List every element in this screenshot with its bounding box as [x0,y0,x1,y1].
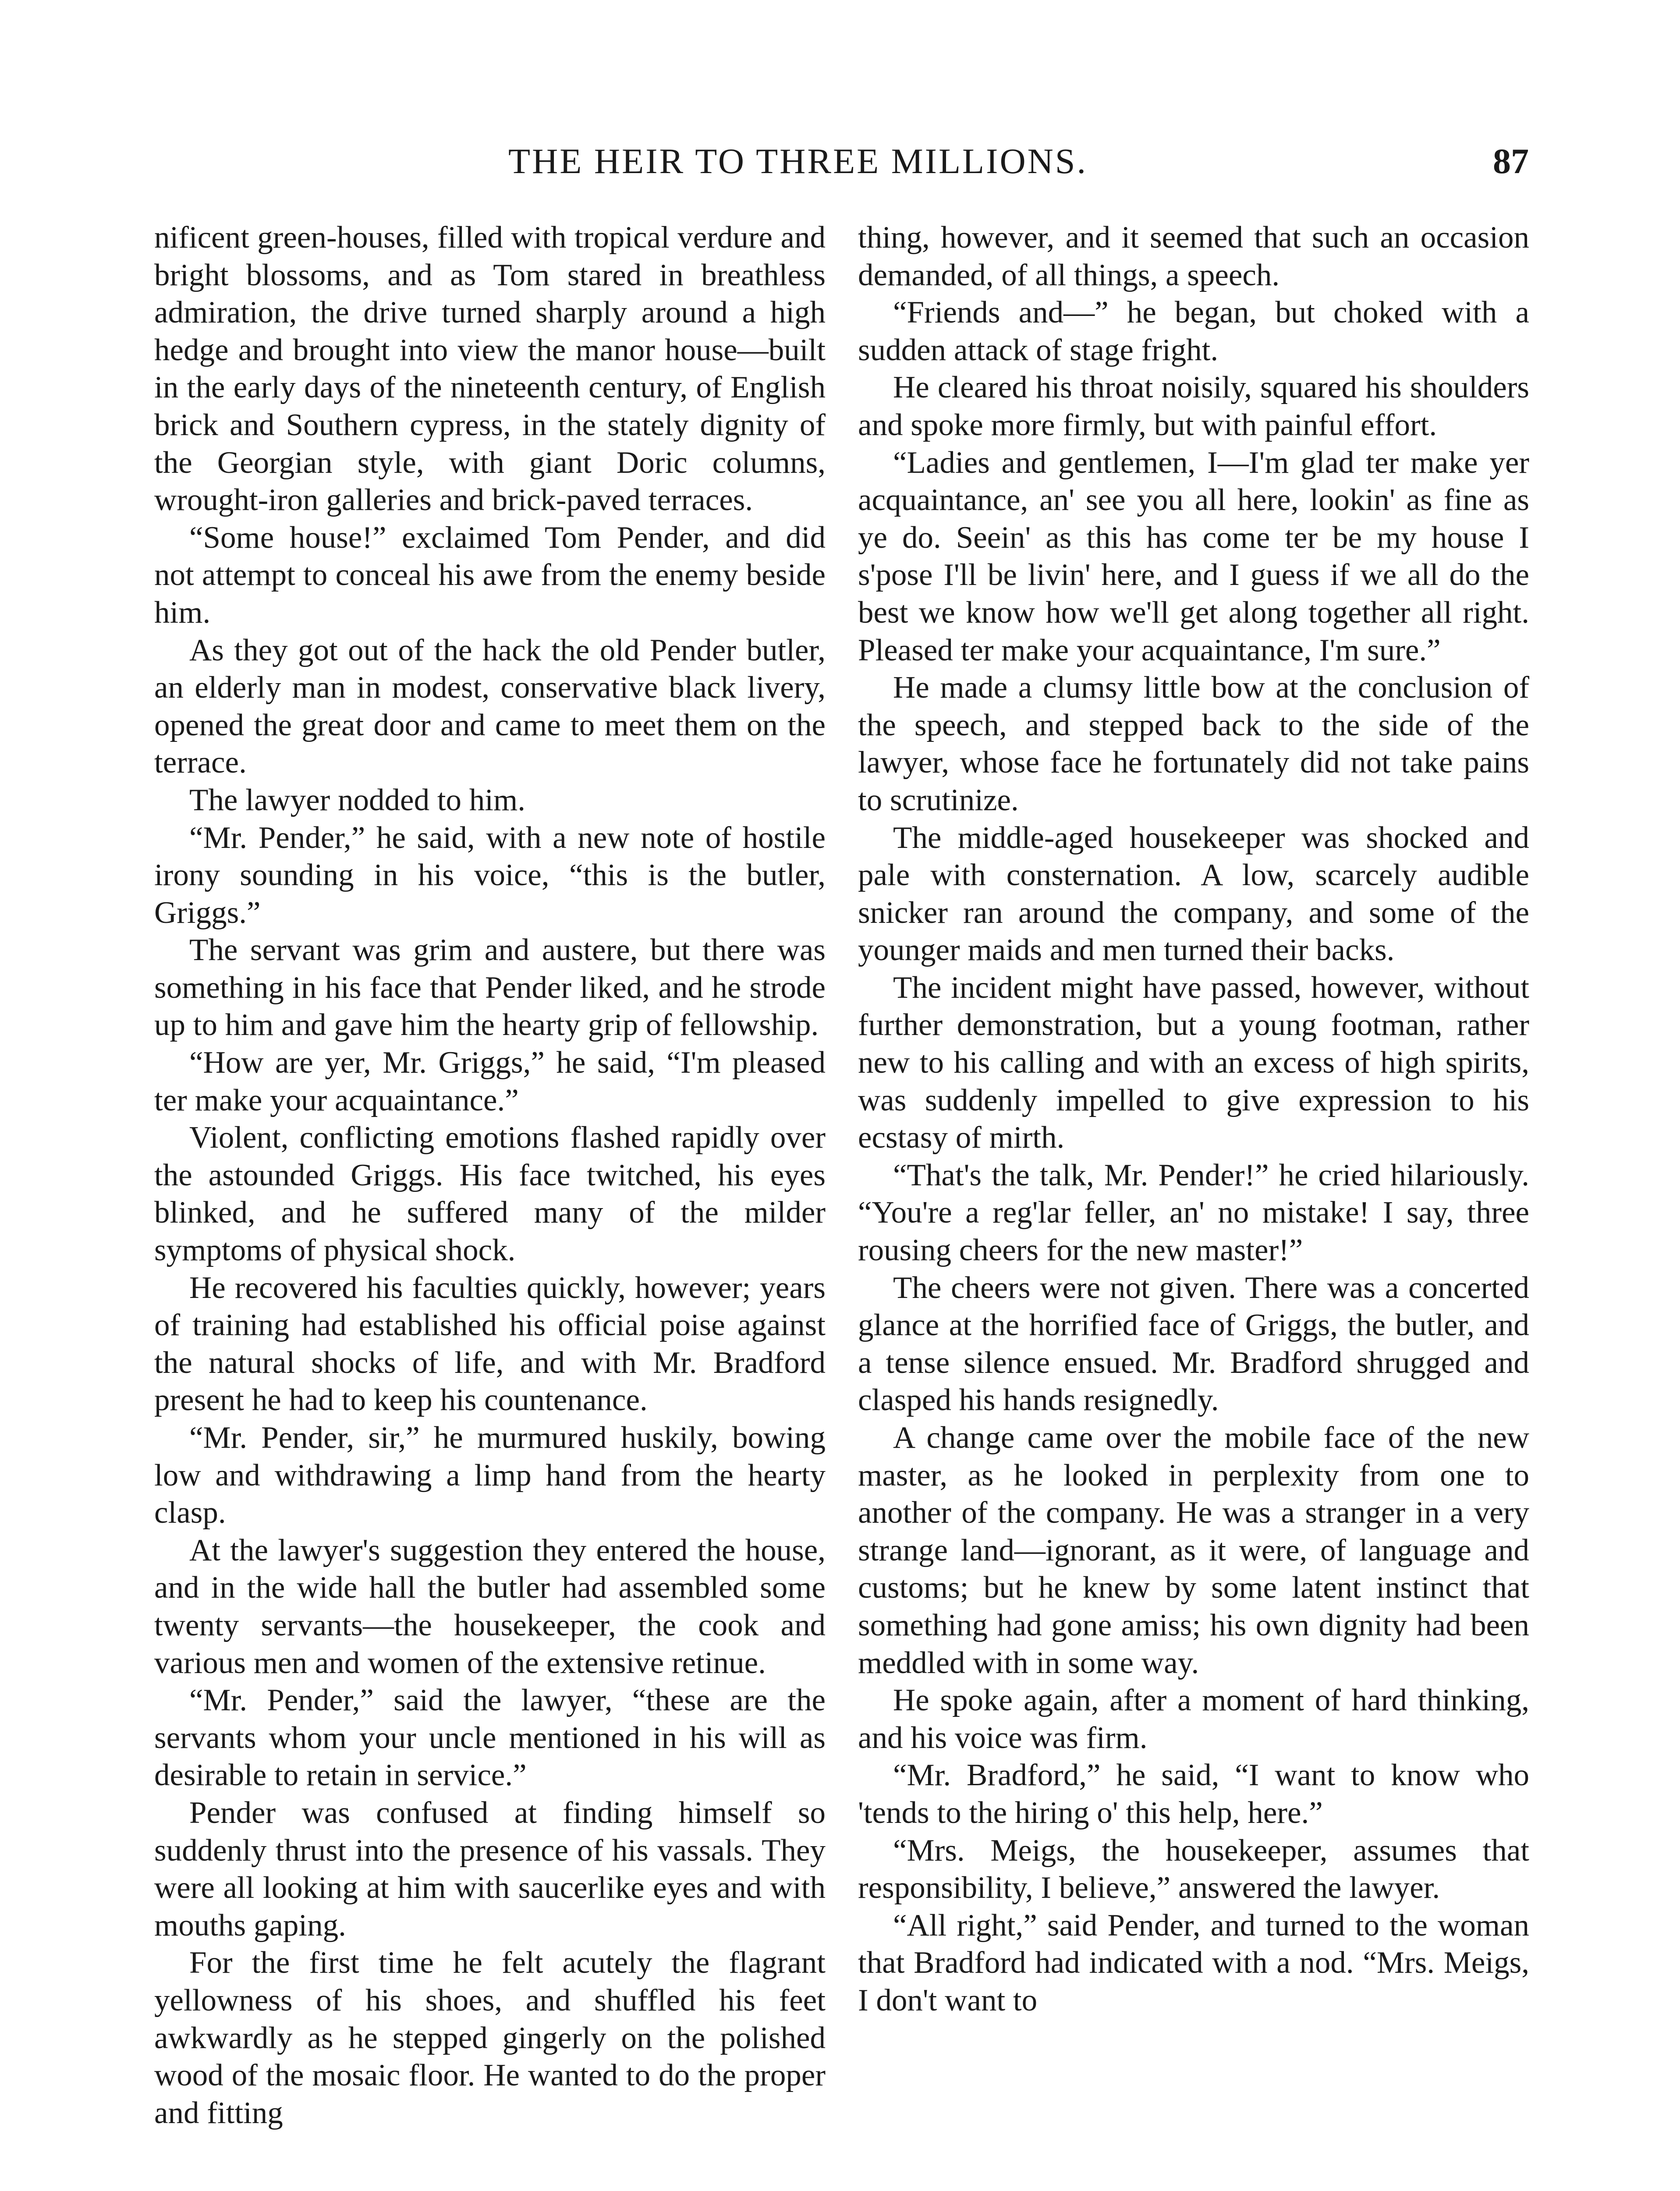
paragraph: The lawyer nodded to him. [189,783,525,817]
paragraph: He recovered his faculties quickly, however; years of training had established his official poise against the natural shocks of life, and with Mr. Bradford present he had to keep his countenance. [154,1270,826,1418]
paragraph: “Mr. Pender,” he said, with a new note of hostile irony sounding in his voice, “this is the butler, Griggs.” [154,820,826,930]
paragraph: As they got out of the hack the old Pender butler, an elderly man in modest, conservative black livery, opened the great door and came to meet them on the terrace. [154,633,826,780]
paragraph: “Ladies and gentlemen, I—I'm glad ter make yer acquaintance, an' see you all here, lookin' as fine as ye do. Seein' as this has come ter be my house I s'pose I'll be livin' here, and I guess if we all do the best we know how we'll get along together all right. Pleased ter make your acquaintance, I'm sure.” [858,445,1529,667]
running-head: THE HEIR TO THREE MILLIONS. [508,141,1088,181]
page-number: 87 [1493,141,1529,181]
paragraph: At the lawyer's suggestion they entered the house, and in the wide hall the butler had assembled some twenty servants—the housekeeper, the cook and various men and women of the extensive retinue. [154,1533,826,1680]
paragraph: The middle-aged housekeeper was shocked and pale with consternation. A low, scarcely audible snicker ran around the company, and some of the younger maids and men turned their backs. [858,820,1529,968]
paragraph: He cleared his throat noisily, squared his shoulders and spoke more firmly, but with painful effort. [858,370,1529,442]
paragraph: The cheers were not given. There was a concerted glance at the horrified face of Griggs, the butler, and a tense silence ensued. Mr. Bradford shrugged and clasped his hands resignedly. [858,1270,1529,1418]
paragraph: nificent green-houses, filled with tropical verdure and bright blossoms, and as Tom stared in breathless admiration, the drive turned sharply around a high hedge and brought into view the manor house—built in the early days of the nineteenth century, of English brick and Southern cypress, in the stately dignity of the Georgian style, with giant Doric columns, wrought-iron galleries and brick-paved terraces. [154,220,826,518]
paragraph: “Mr. Pender,” said the lawyer, “these are the servants whom your uncle mentioned in his will as desirable to retain in service.” [154,1683,826,1793]
paragraph: The incident might have passed, however, without further demonstration, but a young footman, rather new to his calling and with an excess of high spirits, was suddenly impelled to give expression to his ecstasy of mirth. [858,970,1529,1155]
paragraph: Violent, conflicting emotions flashed rapidly over the astounded Griggs. His face twitched, his eyes blinked, and he suffered many of the milder symptoms of physical shock. [154,1120,826,1268]
paragraph: “Mr. Pender, sir,” he murmured huskily, bowing low and withdrawing a limp hand from the hearty clasp. [154,1421,826,1530]
paragraph: “Mr. Bradford,” he said, “I want to know who 'tends to the hiring o' this help, here.” [858,1758,1529,1830]
paragraph: “All right,” said Pender, and turned to the woman that Bradford had indicated with a nod. “Mrs. Meigs, I don't want to [858,1908,1529,2017]
paragraph: He made a clumsy little bow at the conclusion of the speech, and stepped back to the side of the lawyer, whose face he fortunately did not take pains to scrutinize. [858,670,1529,817]
left-column [154,219,826,2132]
right-column [858,219,1529,2020]
paragraph: “That's the talk, Mr. Pender!” he cried hilariously. “You're a reg'lar feller, an' no mistake! I say, three rousing cheers for the new master!” [858,1158,1529,1268]
paragraph: A change came over the mobile face of the new master, as he looked in perplexity from one to another of the company. He was a stranger in a very strange land—ignorant, as it were, of language and customs; but he knew by some latent instinct that something had gone amiss; his own dignity had been meddled with in some way. [858,1421,1529,1680]
paragraph: “How are yer, Mr. Griggs,” he said, “I'm pleased ter make your acquaintance.” [154,1046,826,1117]
paragraph: “Friends and—” he began, but choked with a sudden attack of stage fright. [858,295,1529,367]
paragraph: “Some house!” exclaimed Tom Pender, and did not attempt to conceal his awe from the enemy beside him. [154,520,826,630]
paragraph: thing, however, and it seemed that such an occasion demanded, of all things, a speech. [858,220,1529,292]
paragraph: “Mrs. Meigs, the housekeeper, assumes that responsibility, I believe,” answered the lawyer. [858,1833,1529,1905]
paragraph: For the first time he felt acutely the flagrant yellowness of his shoes, and shuffled his feet awkwardly as he stepped gingerly on the polished wood of the mosaic floor. He wanted to do the proper and fitting [154,1946,826,2130]
paragraph: He spoke again, after a moment of hard thinking, and his voice was firm. [858,1683,1529,1755]
paragraph: Pender was confused at finding himself so suddenly thrust into the presence of his vassals. They were all looking at him with saucerlike eyes and with mouths gaping. [154,1795,826,1943]
paragraph: The servant was grim and austere, but there was something in his face that Pender liked, and he strode up to him and gave him the hearty grip of fellowship. [154,933,826,1042]
